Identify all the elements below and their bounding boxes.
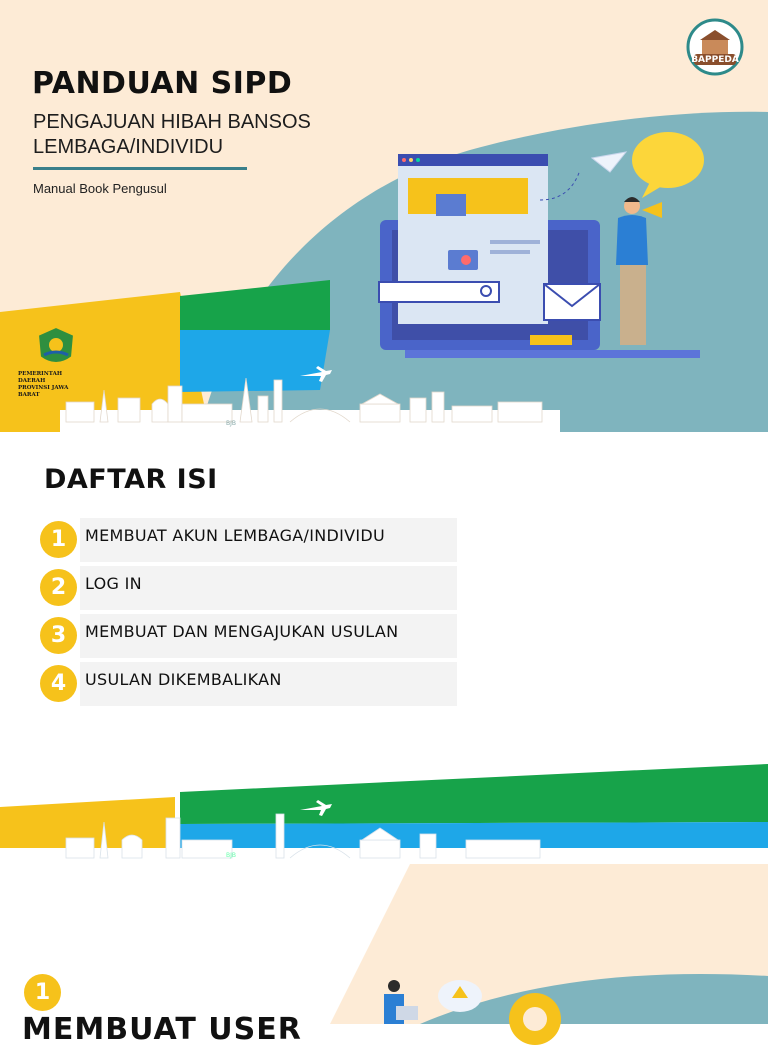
toc-item[interactable] xyxy=(40,614,457,658)
toc-item-label: MEMBUAT AKUN LEMBAGA/INDIVIDU xyxy=(85,526,386,545)
toc-item[interactable] xyxy=(40,566,457,610)
gov-line1: PEMERINTAH DAERAH xyxy=(18,371,63,384)
skyline-sign: BJB xyxy=(226,420,237,427)
cover-subtitle xyxy=(33,110,311,160)
jabar-emblem-caption xyxy=(18,371,90,399)
section-title: MEMBUAT USER xyxy=(22,1012,302,1047)
section-slide xyxy=(0,864,768,1047)
gov-line2: PROVINSI JAWA BARAT xyxy=(18,385,69,398)
toc-number-badge: 3 xyxy=(40,617,77,654)
toc-item[interactable] xyxy=(40,518,457,562)
bappeda-logo xyxy=(686,18,744,76)
cover-subtitle-line2: LEMBAGA/INDIVIDU xyxy=(33,136,224,158)
cover-title: PANDUAN SIPD xyxy=(32,66,293,101)
toc-number-badge: 1 xyxy=(40,521,77,558)
jabar-emblem xyxy=(26,325,86,373)
section-number-badge: 1 xyxy=(24,974,61,1011)
toc-footer-art xyxy=(0,752,768,864)
title-divider xyxy=(33,167,247,170)
toc-number-badge: 4 xyxy=(40,665,77,702)
toc-item-label: USULAN DIKEMBALIKAN xyxy=(85,670,282,689)
manual-label: Manual Book Pengusul xyxy=(33,181,167,196)
cover-slide xyxy=(0,0,768,432)
person-figure xyxy=(616,215,648,265)
bappeda-logo-text: BAPPEDA xyxy=(691,55,739,65)
toc-skyline-sign: BJB xyxy=(226,852,237,859)
section-background-art xyxy=(0,864,768,1024)
toc-title: DAFTAR ISI xyxy=(44,464,218,495)
toc-item-label: MEMBUAT DAN MENGAJUKAN USULAN xyxy=(85,622,399,641)
megaphone-icon xyxy=(642,202,662,218)
toc-slide xyxy=(0,432,768,864)
hero-illustration xyxy=(370,130,710,365)
toc-item-label: LOG IN xyxy=(85,574,142,593)
cover-subtitle-line1: PENGAJUAN HIBAH BANSOS xyxy=(33,111,311,133)
toc-item[interactable] xyxy=(40,662,457,706)
toc-number-badge: 2 xyxy=(40,569,77,606)
